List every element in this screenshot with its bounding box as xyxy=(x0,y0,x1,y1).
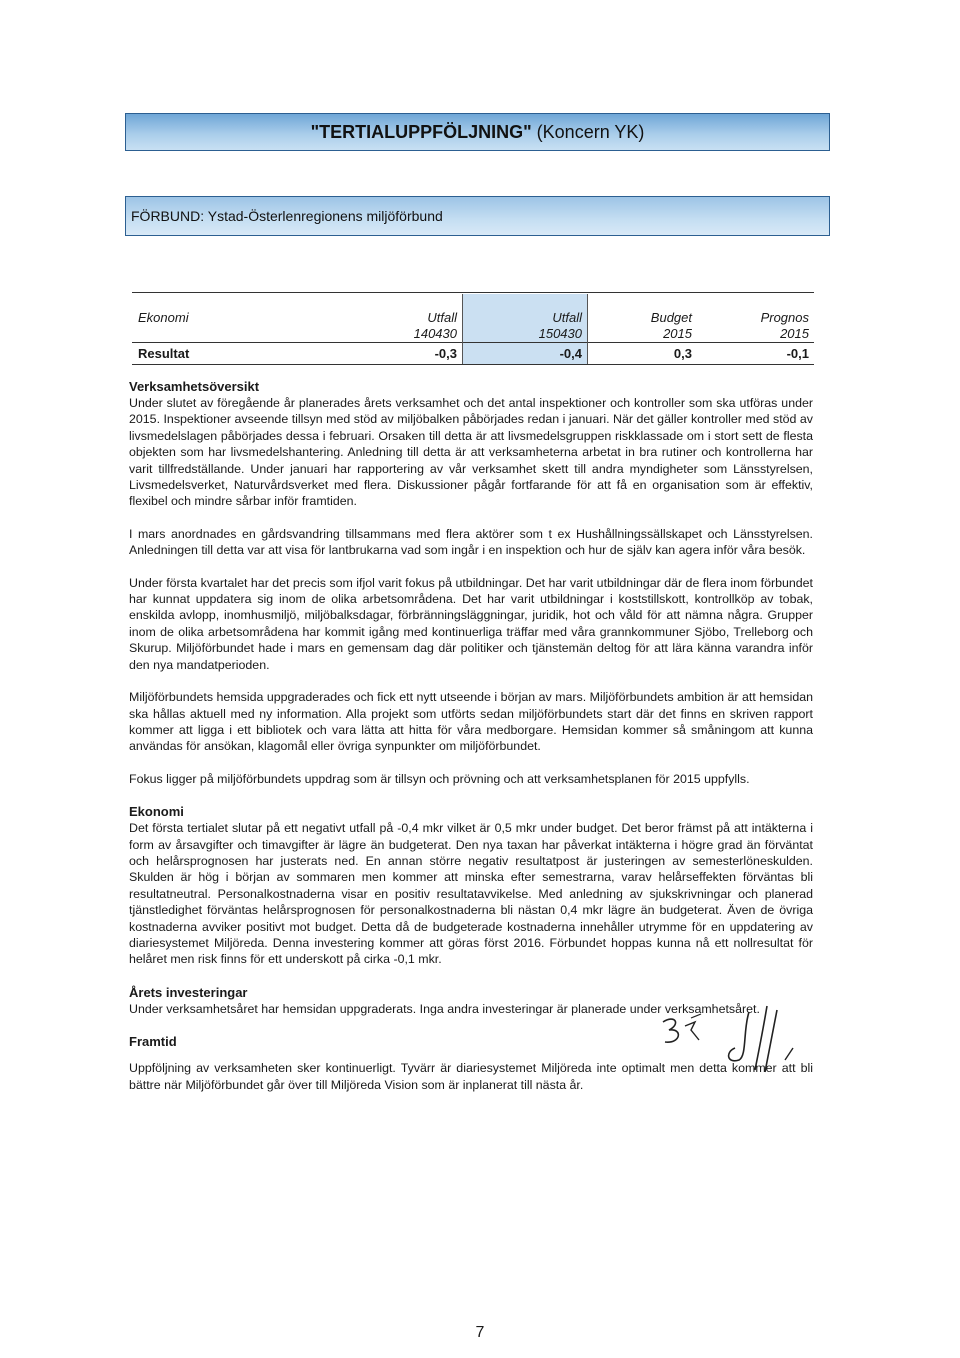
page-number: 7 xyxy=(475,1324,485,1341)
heading-verksamhetsoversikt: Verksamhetsöversikt xyxy=(129,379,260,394)
col-header-3-line2: 2015 xyxy=(663,326,692,341)
col-header-4-line2: 2015 xyxy=(780,326,809,341)
col-header-2-line1: Utfall xyxy=(552,310,582,325)
column-divider xyxy=(587,294,588,364)
heading-framtid: Framtid xyxy=(129,1034,177,1050)
value-utfall-140430: -0,3 xyxy=(434,346,457,361)
report-title-banner xyxy=(125,113,830,151)
value-utfall-150430: -0,4 xyxy=(559,346,582,361)
heading-ekonomi: Ekonomi xyxy=(129,804,184,820)
table-rule-top xyxy=(132,292,814,293)
paragraph: Uppföljning av verksamheten sker kontinuerligt. Tyvärr är diariesystemet Miljöreda inte optimalt men detta kommer att bli bättre när Miljöförbundet går över till Miljöreda Vision som är inplanerat till nästa år. xyxy=(129,1061,813,1092)
table-rule-bottom xyxy=(132,364,814,365)
col-header-1-line1: Utfall xyxy=(427,310,457,325)
forbund-label: FÖRBUND: Ystad-Österlenregionens miljöförbund xyxy=(131,208,443,224)
row-label-resultat: Resultat xyxy=(138,346,190,361)
paragraph: Under verksamhetsåret har hemsidan uppgraderats. Inga andra investeringar är planerade under verksamhetsåret. xyxy=(129,1001,760,1016)
column-divider xyxy=(462,294,463,364)
value-prognos-2015: -0,1 xyxy=(786,346,809,361)
col-header-1-line2: 140430 xyxy=(413,326,457,341)
paragraph: Fokus ligger på miljöförbundets uppdrag som är tillsyn och prövning och att verksamhetsplanen för 2015 uppfylls. xyxy=(129,771,750,786)
col-header-4-line1: Prognos xyxy=(760,310,809,325)
col-header-2-line2: 150430 xyxy=(538,326,582,341)
report-subtitle: (Koncern YK) xyxy=(536,121,645,142)
paragraph: Det första tertialet slutar på ett negativt utfall på -0,4 mkr vilket är 0,5 mkr under budget. Det beror främst på att intäkterna i form av årsavgifter och timavgifter är lägre än budgeterat. Den nya taxan har påverkat intäkterna i högre grad än förväntat och helårsprognosen har justerats ned. En annan större negativ resultatpost är justeringen av semesterlöneskulden. Skulden är hög i början av sommaren men kommer att minska efter semestrarna, varav helårseffekten förväntas bli resultatneutral. Personalkostnaderna visar en positiv resultatavvikelse. Med anledning av sjukskrivningar och planerad tjänstledighet förväntas helårsprognosen för personalkostnaderna bli nästan 0,4 mkr lägre än budgeterat. Även de övriga kostnaderna avviker positivt mot budget. Detta då de budgeterade kostnaderna innehåller utrymme för en uppdatering av diariesystemet Miljöreda. Denna investering kommer att göras först 2016. Förbundet hoppas kunna nå ett nollresultat för helåret men risk finns för ett underskott på cirka -0,1 mkr. xyxy=(129,821,813,967)
forbund-banner xyxy=(125,196,830,236)
value-budget-2015: 0,3 xyxy=(673,346,692,361)
paragraph: Miljöförbundets hemsida uppgraderades och fick ett nytt utseende i början av mars. Miljöförbundets ambition är att hemsidan ska hållas aktuell med ny information. Alla projekt som utförts sedan miljöförbundets start där det finns en skriven rapport kommer att ligga i ett bibliotek och vara lätta att hitta för våra medborgare. Hemsidan kommer så småningom att kunna användas för ansökan, klagomål eller övriga synpunkter om miljöförbundet. xyxy=(129,690,813,754)
heading-arets-investeringar: Årets investeringar xyxy=(129,984,248,1000)
table-rule-middle xyxy=(132,342,814,343)
paragraph: Under slutet av föregående år planerades årets verksamhet och det antal inspektioner och kontroller som ska utföras under 2015. Inspektioner avseende tillsyn med stöd av miljöbalken påbörjades redan i januari. När det gäller kontroller med stöd av livsmedelslagen påbörjades dessa i februari. Orsaken till detta är att livsmedelsgruppen riskklassade om i stort sett de flesta objekten som har livsmedelshantering. Anledning till detta är att verksamheterna arbetat in bra rutiner och kontrollerna har varit tillfredställande. Under januari har rapportering av vår verksamhet skett till andra myndigheter som Länsstyrelsen, Livsmedelsverket, Naturvårdsverket med flera. Diskussioner pågår fortfarande för att få en organisation som är effektiv, flexibel och mindre sårbar inför framtiden. xyxy=(129,396,813,509)
economy-label: Ekonomi xyxy=(138,310,189,325)
paragraph: I mars anordnades en gårdsvandring tillsammans med flera aktörer som t ex Hushållningssällskapet och Länsstyrelsen. Anledningen till detta var att visa för lantbrukarna vad som ingår i en inspektion och hur de själv kan agera inför våra besök. xyxy=(129,526,813,558)
economy-table xyxy=(132,292,814,368)
handwritten-initials-icon xyxy=(655,1000,805,1080)
paragraph: Under första kvartalet har det precis som ifjol varit fokus på utbildningar. Det har varit utbildningar där de flera inom förbundet har kunnat uppdatera sig inom de olika arbetsområdena. Det har varit utbildningar i koststillskott, kontrollköp av tobak, enskilda avlopp, inomhusmiljö, miljöbalksdagar, förbränningsläggningar, juridik, hot och våld för att nämna några. Grupper inom de olika arbetsområdena har kommit igång med kontinuerliga träffar med våra grannkommuner Sjöbo, Trelleborg och Skurup. Miljöförbundet hade i mars en gemensam dag där politiker och tjänstemän deltog för att lära känna varandra inför den nya mandatperioden. xyxy=(129,575,813,672)
report-title: "TERTIALUPPFÖLJNING" xyxy=(310,121,532,142)
col-header-3-line1: Budget xyxy=(650,310,692,325)
